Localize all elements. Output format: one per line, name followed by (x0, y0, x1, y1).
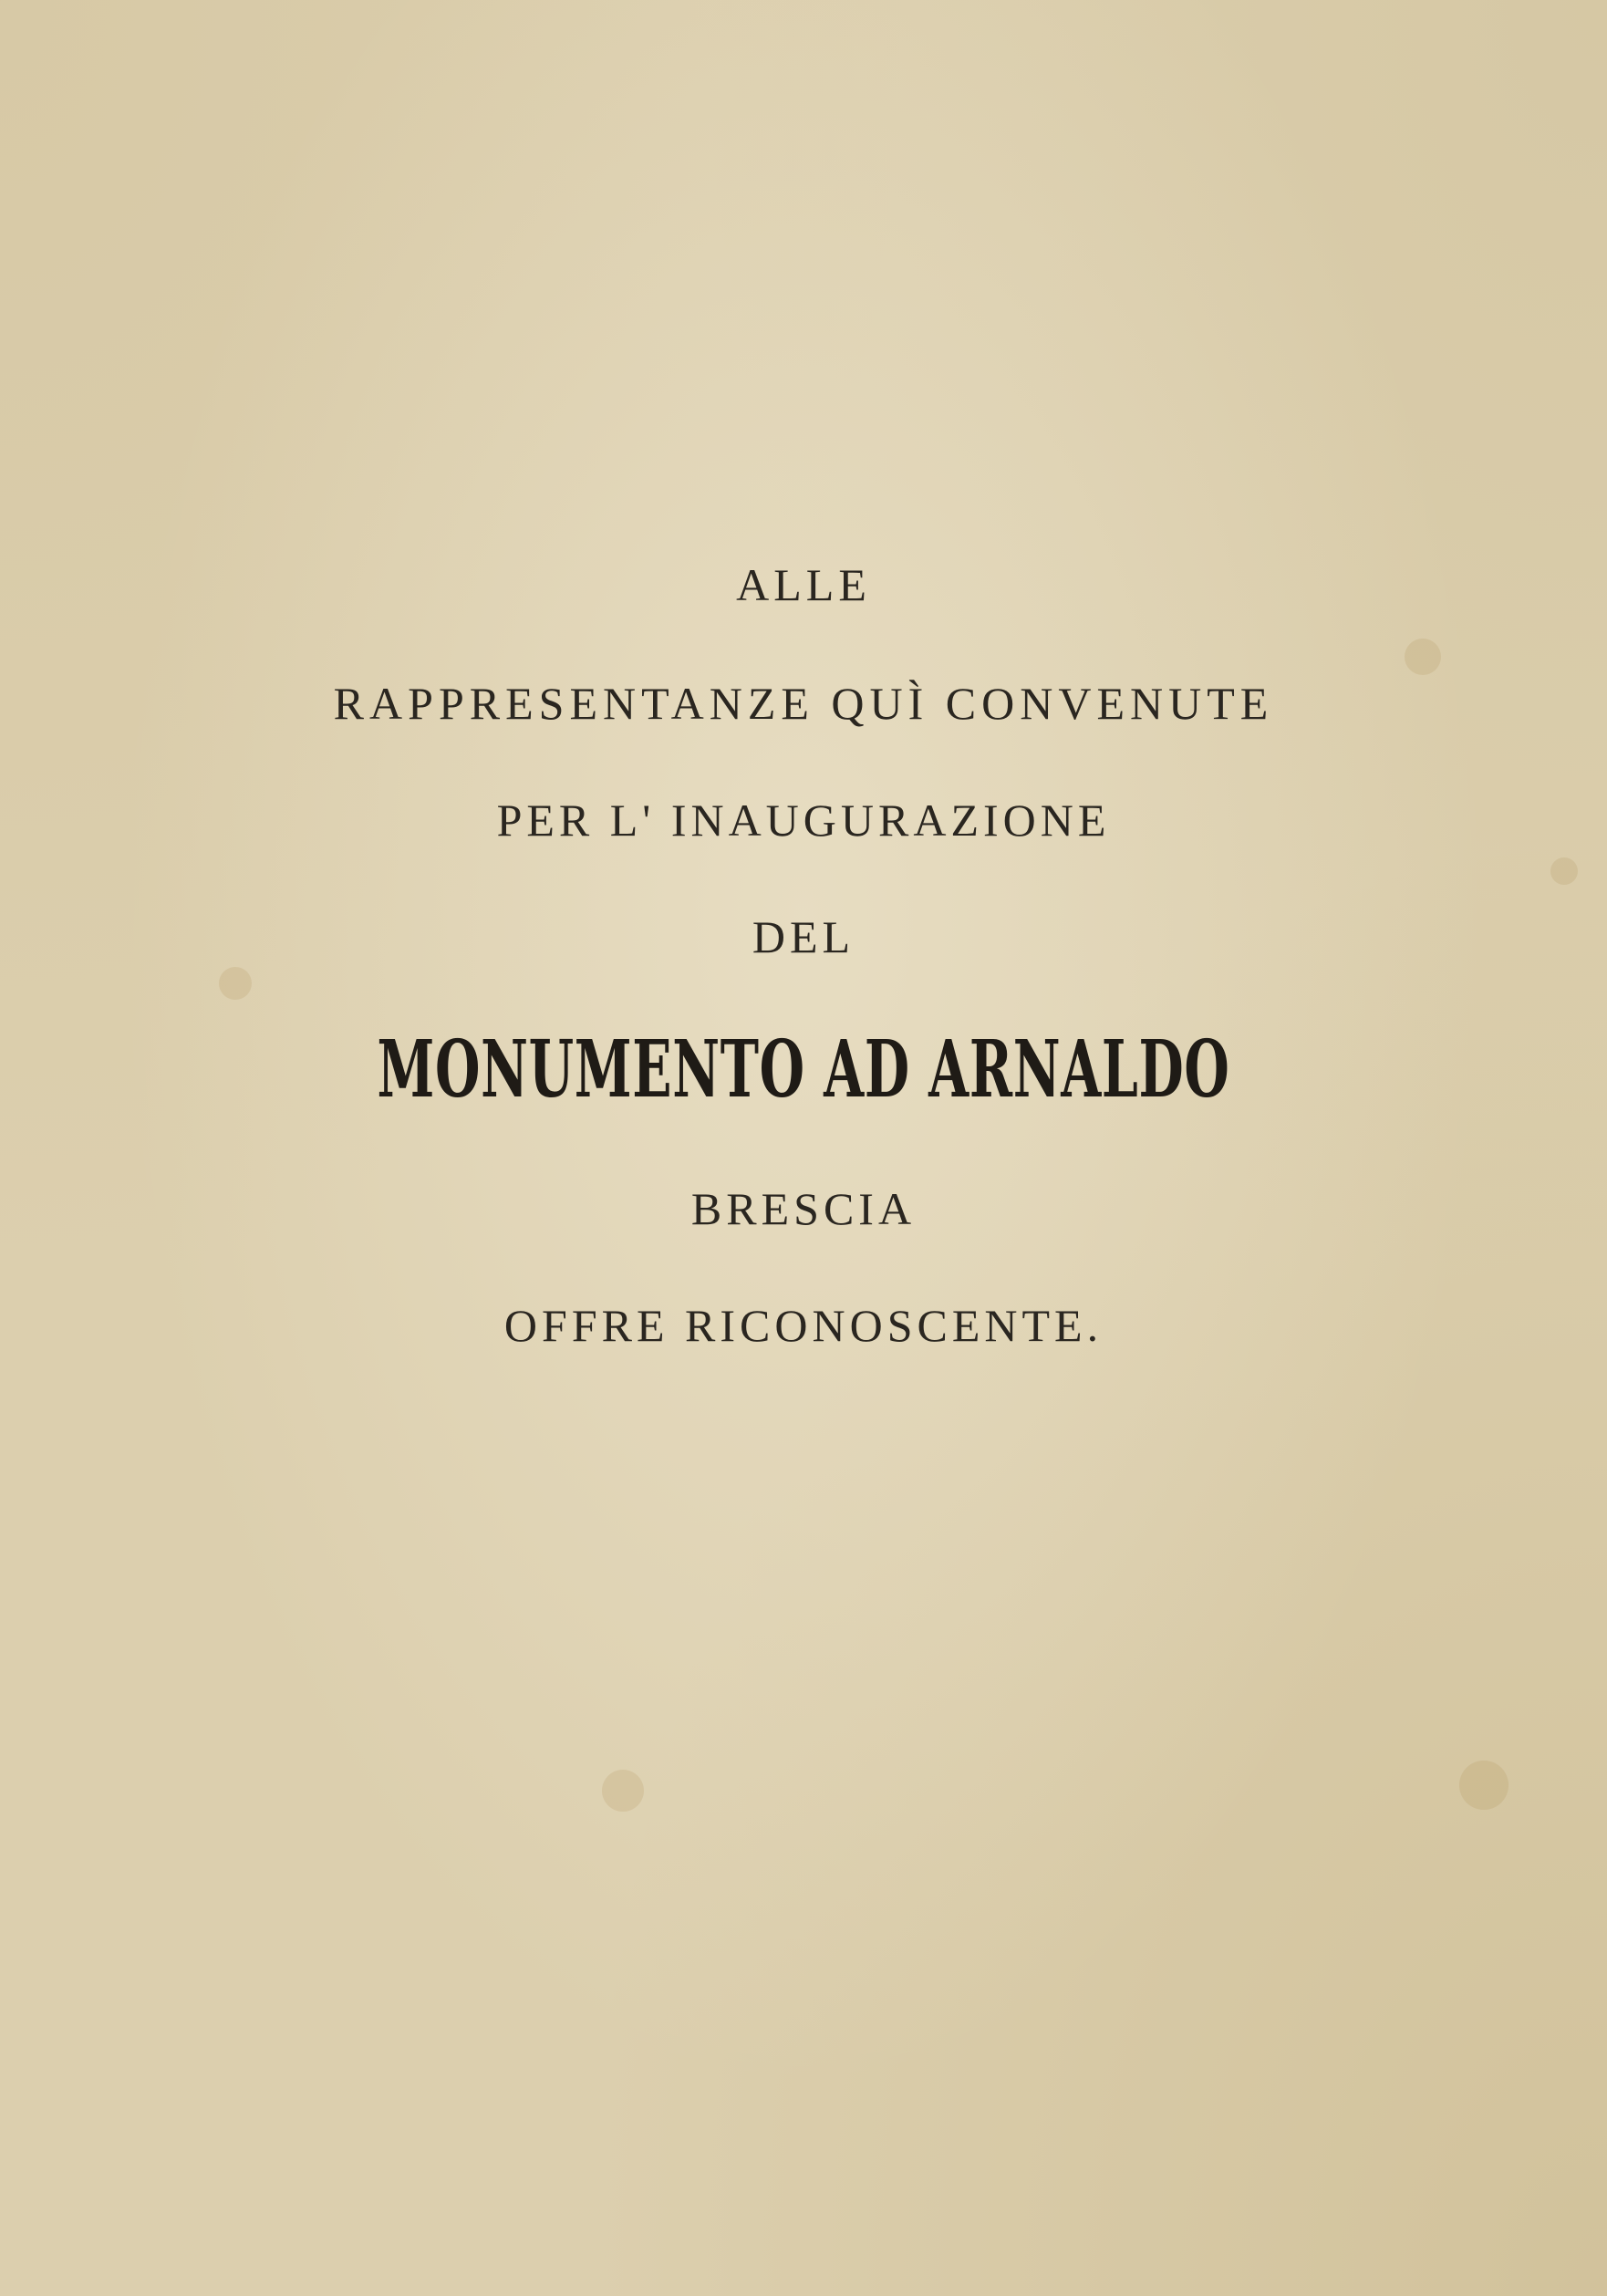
monument-title: MONUMENTO AD ARNALDO (377, 1023, 1230, 1116)
dedication-line-offre: OFFRE RICONOSCENTE. (503, 1300, 1104, 1351)
paper-stain (1550, 857, 1578, 885)
dedication-line-inaugurazione: PER L' INAUGURAZIONE (496, 795, 1111, 846)
dedication-line-del: DEL (752, 911, 855, 962)
paper-stain (1405, 639, 1441, 675)
dedication-line-brescia: BRESCIA (690, 1183, 917, 1234)
paper-stain (602, 1770, 644, 1812)
paper-stain (1459, 1761, 1509, 1810)
dedication-line-rappresentanze: RAPPRESENTANZE QUÌ CONVENUTE (333, 678, 1274, 729)
dedication-line-alle: ALLE (736, 559, 871, 610)
paper-stain (219, 967, 252, 1000)
